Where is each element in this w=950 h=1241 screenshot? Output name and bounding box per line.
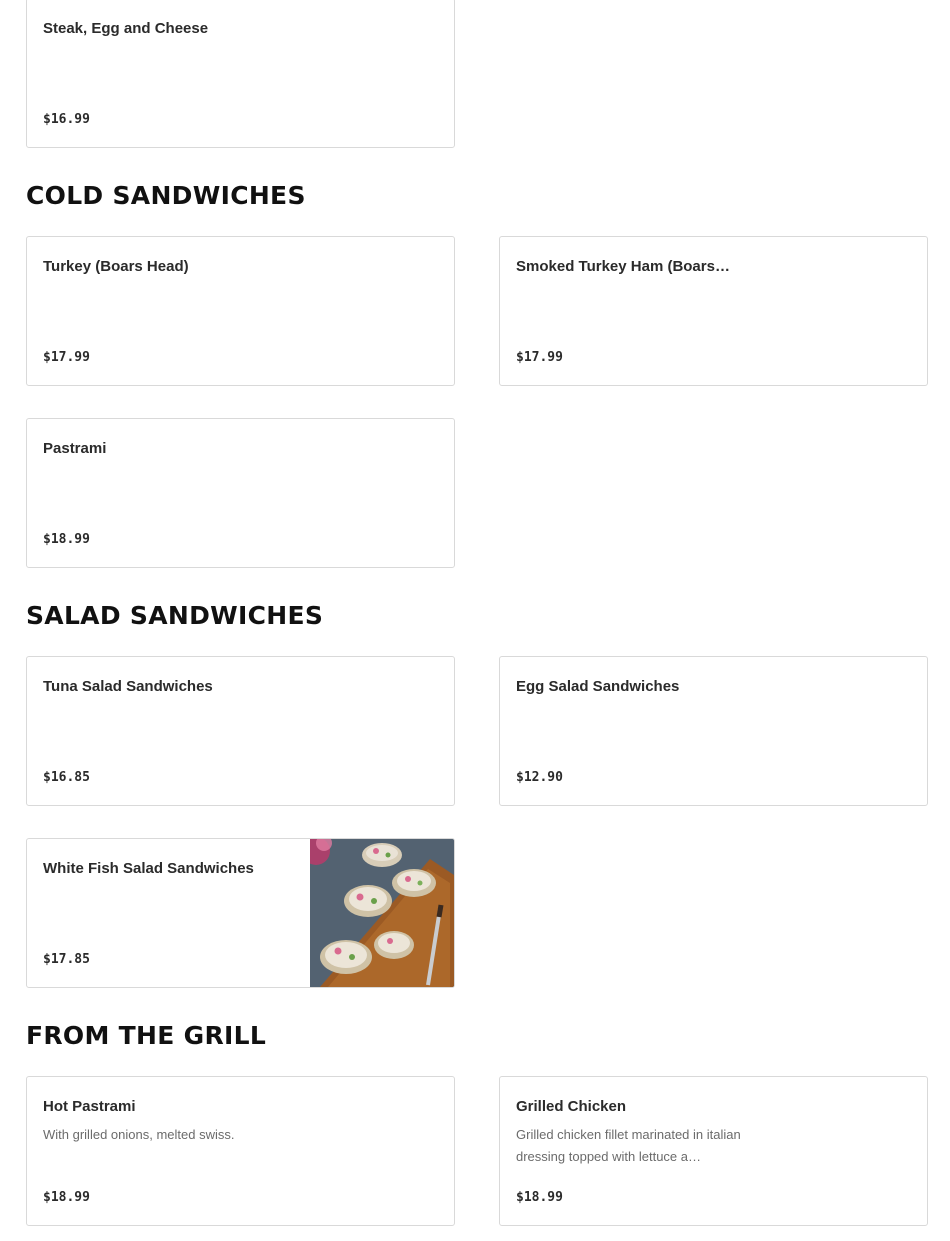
- menu-item-price: $18.99: [516, 1190, 563, 1205]
- menu-item-name: White Fish Salad Sandwiches: [43, 860, 254, 877]
- menu-item-price: $12.90: [516, 770, 563, 785]
- menu-item-description: With grilled onions, melted swiss.: [43, 1127, 235, 1142]
- menu-item-card[interactable]: [26, 0, 455, 148]
- menu-item-card[interactable]: [26, 656, 455, 806]
- menu-item-card[interactable]: [499, 236, 928, 386]
- menu-item-price: $18.99: [43, 1190, 90, 1205]
- menu-item-card[interactable]: [499, 656, 928, 806]
- menu-item-name: Pastrami: [43, 440, 107, 457]
- menu-item-name: Turkey (Boars Head): [43, 258, 189, 275]
- menu-item-price: $16.85: [43, 770, 90, 785]
- menu-item-name: Egg Salad Sandwiches: [516, 678, 680, 695]
- menu-item-card[interactable]: [26, 1076, 455, 1226]
- menu-item-card[interactable]: [26, 236, 455, 386]
- menu-item-card[interactable]: [499, 1076, 928, 1226]
- menu-item-price: $16.99: [43, 112, 90, 127]
- menu-item-name: Smoked Turkey Ham (Boars…: [516, 258, 730, 275]
- section-title-cold-sandwiches: COLD SANDWICHES: [26, 181, 306, 210]
- menu-item-name: Steak, Egg and Cheese: [43, 20, 209, 37]
- menu-item-card[interactable]: [26, 418, 455, 568]
- menu-item-name: Grilled Chicken: [516, 1098, 627, 1115]
- menu-item-description: Grilled chicken fillet marinated in italian dressing topped with lettuce a…: [516, 1127, 741, 1164]
- menu-item-price: $17.85: [43, 952, 90, 967]
- menu-item-price: $17.99: [516, 350, 563, 365]
- menu-item-name: Hot Pastrami: [43, 1098, 136, 1115]
- menu-item-price: $18.99: [43, 532, 90, 547]
- menu-item-name: Tuna Salad Sandwiches: [43, 678, 213, 695]
- white-fish-salad-photo: [310, 839, 454, 987]
- menu-item-card[interactable]: [26, 838, 455, 988]
- section-title-from-the-grill: FROM THE GRILL: [26, 1021, 267, 1050]
- section-title-salad-sandwiches: SALAD SANDWICHES: [26, 601, 324, 630]
- menu-item-price: $17.99: [43, 350, 90, 365]
